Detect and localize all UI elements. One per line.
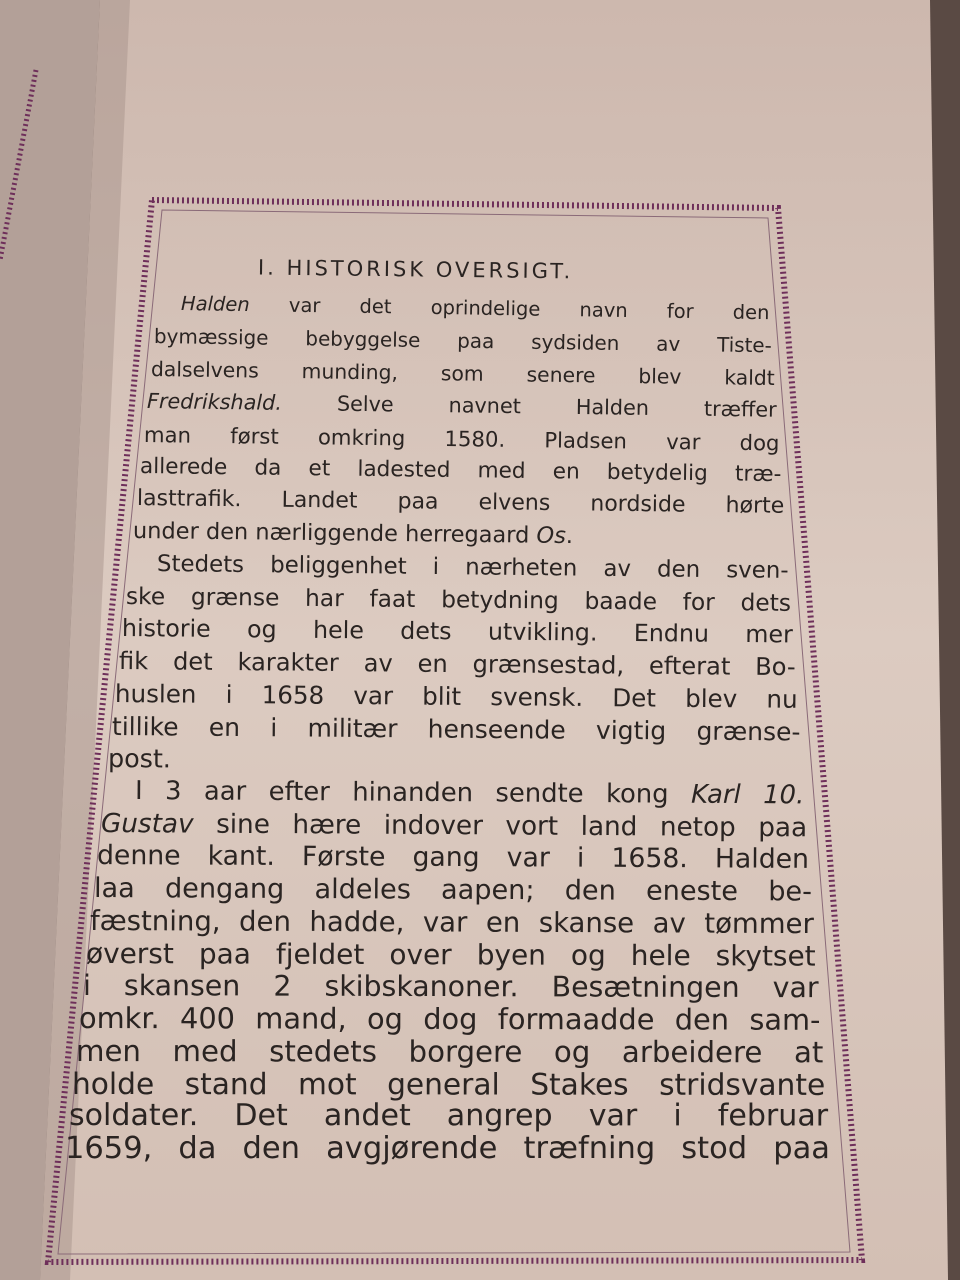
text-segment: lasttrafik. Landet paa elvens nordside hørte	[136, 486, 784, 519]
text-line	[75, 1033, 824, 1070]
text-segment: huslen i 1658 var blit svensk. Det blev nu	[114, 678, 798, 714]
text-line	[135, 775, 805, 810]
italic-text: Karl 10.	[691, 779, 805, 810]
text-segment: I 3 aar efter hinanden sendte kong	[135, 775, 692, 810]
text-line	[94, 875, 812, 906]
text-line	[125, 582, 791, 617]
text-segment: i skansen 2 skibskanoner. Besætningen var	[82, 969, 819, 1005]
text-line	[111, 712, 801, 747]
text-segment: historie og hele dets utvikling. Endnu mer	[122, 614, 794, 649]
text-segment: denne kant. Første gang var i 1658. Halden	[97, 840, 810, 875]
text-line	[79, 1001, 821, 1038]
text-line	[72, 1066, 826, 1102]
text-segment: omkr. 400 mand, og dog formaadde den sam-	[79, 1001, 821, 1038]
text-line	[82, 969, 819, 1005]
text-segment: fæstning, den hadde, var en skanse av tømmer	[89, 904, 814, 940]
text-line	[156, 550, 789, 584]
text-segment: .	[565, 523, 574, 550]
text-segment: Stedets beliggenhet i nærheten av den sven-	[156, 550, 789, 584]
text-line	[114, 678, 798, 714]
text-segment: laa dengang aldeles aapen; den eneste be-	[93, 873, 812, 908]
italic-text: Gustav	[100, 808, 194, 840]
text-segment: men med stedets borgere og arbeidere at	[75, 1033, 824, 1070]
page-title: I. HISTORISK OVERSIGT.	[257, 255, 574, 284]
text-segment: soldater. Det andet angrep var i februar	[68, 1098, 828, 1134]
text-segment: man først omkring 1580. Pladsen var dog	[143, 421, 780, 455]
text-line	[107, 743, 803, 776]
text-segment: ske grænse har faat betydning baade for dets	[125, 582, 791, 617]
text-segment: sine hære indover vort land netop paa	[193, 809, 807, 844]
text-segment: holde stand mot general Stakes stridsvante	[72, 1066, 826, 1102]
italic-text: Fredrikshald.	[147, 389, 283, 416]
italic-text: Halden	[181, 292, 251, 317]
text-line	[122, 614, 794, 649]
text-segment: fik det karakter av en grænsestad, efterat Bo-	[118, 647, 796, 682]
text-segment: Selve navnet Halden træffer	[282, 391, 778, 422]
text-line	[68, 1098, 828, 1134]
text-line	[97, 840, 810, 875]
text-segment: post.	[107, 743, 171, 774]
text-segment: øverst paa fjeldet over byen og hele skytset	[86, 936, 817, 973]
text-segment: under den nærliggende herregaard	[132, 518, 537, 549]
text-segment: tillike en i militær henseende vigtig grænse-	[111, 712, 801, 747]
text-segment: dalselvens munding, som senere blev kaldt	[150, 356, 775, 390]
text-segment: bymæssige bebyggelse paa sydsiden av Tiste-	[154, 324, 773, 358]
text-line	[65, 1130, 830, 1166]
text-line	[118, 647, 796, 682]
italic-text: Os	[536, 522, 566, 550]
text-segment: var det oprindelige navn for den	[249, 293, 771, 325]
text-line	[100, 808, 807, 844]
text-segment: 1659, da den avgjørende træfning stod paa	[65, 1130, 830, 1166]
text-line	[86, 936, 817, 973]
text-line	[89, 904, 814, 940]
text-segment: allerede da et ladested med en betydelig træ-	[139, 453, 782, 487]
